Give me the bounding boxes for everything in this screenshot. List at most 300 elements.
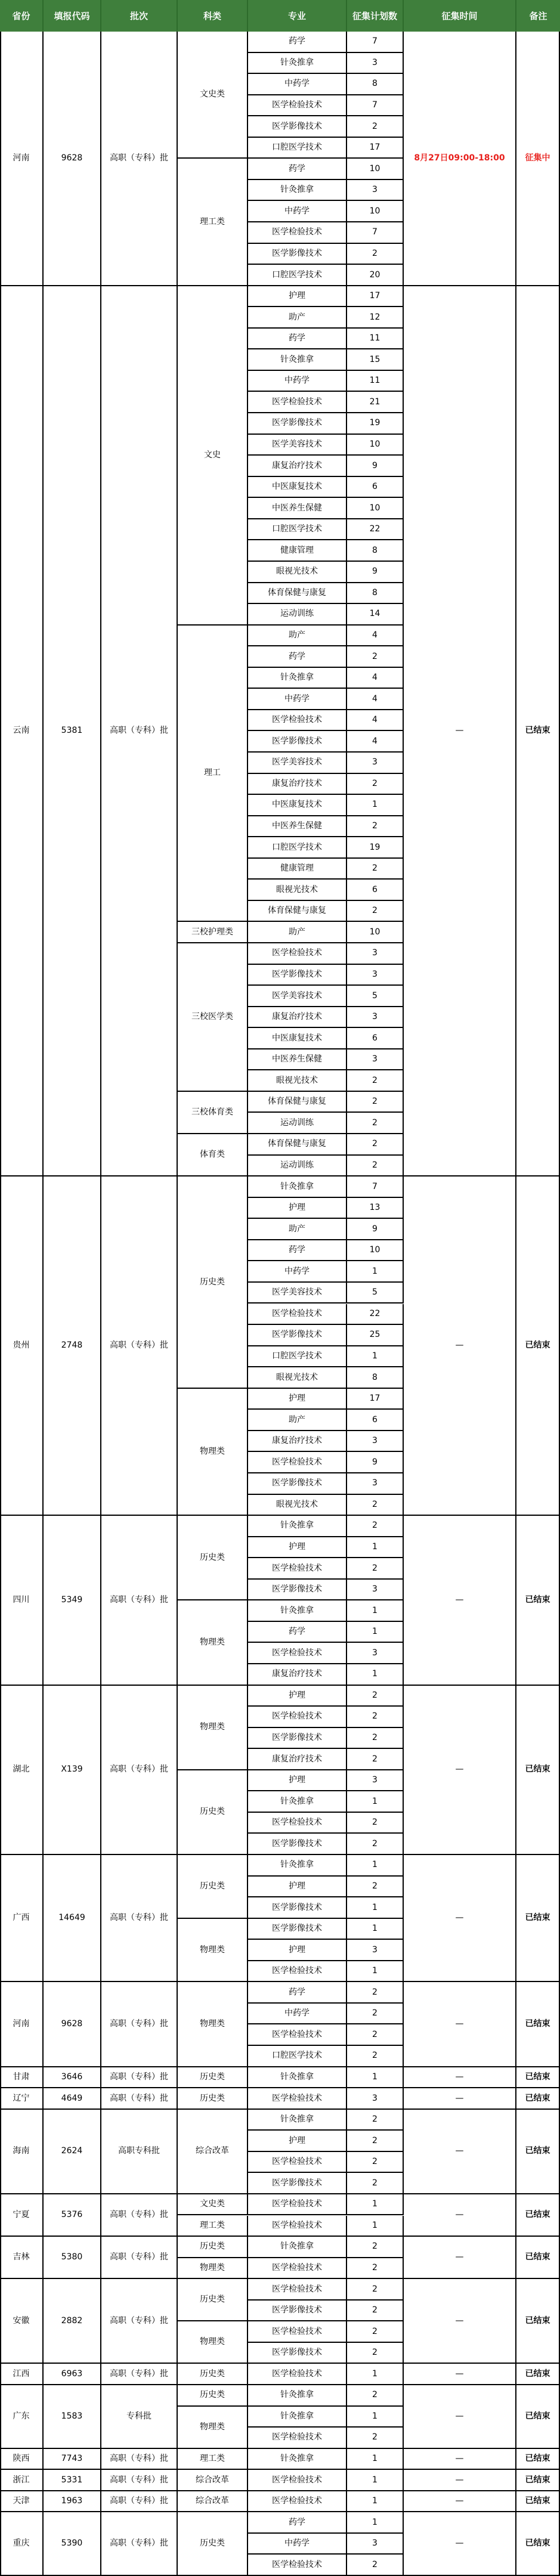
- subject-cell: 物理类: [178, 1600, 248, 1685]
- subject-cell: 历史类: [178, 1176, 248, 1389]
- major-cell: 中药学: [248, 2534, 347, 2555]
- province-cell: 四川: [0, 1516, 44, 1685]
- major-cell: 医学影像技术: [248, 2301, 347, 2322]
- batch-cell: 高职（专科）批: [101, 1176, 178, 1516]
- major-cell: 护理: [248, 1686, 347, 1707]
- major-cell: 护理: [248, 286, 347, 308]
- major-cell: 口腔医学技术: [248, 265, 347, 286]
- quota-cell: 1: [347, 2512, 404, 2534]
- major-cell: 医学检验技术: [248, 2258, 347, 2280]
- quota-cell: 1: [347, 2216, 404, 2237]
- major-cell: 针灸推拿: [248, 2449, 347, 2470]
- code-cell: 5349: [44, 1516, 101, 1685]
- code-cell: 7743: [44, 2449, 101, 2470]
- major-cell: 口腔医学技术: [248, 2046, 347, 2067]
- subject-cell: 文史: [178, 286, 248, 626]
- subject-cell: 理工: [178, 626, 248, 922]
- major-cell: 口腔医学技术: [248, 1346, 347, 1368]
- code-cell: 14649: [44, 1855, 101, 1982]
- major-cell: 针灸推拿: [248, 2237, 347, 2258]
- code-cell: 5380: [44, 2237, 101, 2279]
- code-cell: 1583: [44, 2385, 101, 2449]
- major-cell: 中药学: [248, 1261, 347, 1283]
- major-cell: 医学检验技术: [248, 1643, 347, 1664]
- quota-cell: 2: [347, 816, 404, 838]
- quota-cell: 6: [347, 880, 404, 901]
- quota-cell: 2: [347, 2321, 404, 2343]
- major-cell: 医学检验技术: [248, 222, 347, 244]
- quota-cell: 9: [347, 562, 404, 583]
- major-cell: 药学: [248, 159, 347, 180]
- quota-cell: 20: [347, 265, 404, 286]
- major-cell: 助产: [248, 1410, 347, 1431]
- province-cell: 陕西: [0, 2449, 44, 2470]
- code-cell: X139: [44, 1686, 101, 1855]
- quota-cell: 7: [347, 222, 404, 244]
- major-cell: 药学: [248, 646, 347, 668]
- major-cell: 针灸推拿: [248, 2067, 347, 2089]
- quota-cell: 22: [347, 519, 404, 541]
- major-cell: 医学检验技术: [248, 2555, 347, 2576]
- code-cell: 3646: [44, 2067, 101, 2089]
- remark-cell: 征集中: [516, 32, 560, 286]
- header-code: 填报代码: [44, 0, 101, 32]
- code-cell: 2748: [44, 1176, 101, 1516]
- major-cell: 针灸推拿: [248, 349, 347, 371]
- batch-cell: 高职（专科）批: [101, 2491, 178, 2513]
- major-cell: 医学检验技术: [248, 1961, 347, 1983]
- remark-cell: 已结束: [516, 2512, 560, 2576]
- quota-cell: 1: [347, 2407, 404, 2428]
- quota-cell: 17: [347, 138, 404, 159]
- quota-cell: 1: [347, 1919, 404, 1940]
- province-cell: 广西: [0, 1855, 44, 1982]
- province-cell: 甘肃: [0, 2067, 44, 2089]
- major-cell: 医学检验技术: [248, 2321, 347, 2343]
- quota-cell: 3: [347, 2534, 404, 2555]
- subject-cell: 文史类: [178, 32, 248, 159]
- subject-cell: 物理类: [178, 2321, 248, 2364]
- major-cell: 医学检验技术: [248, 1558, 347, 1580]
- quota-cell: 6: [347, 1028, 404, 1049]
- major-cell: 针灸推拿: [248, 2407, 347, 2428]
- time-cell: —: [404, 2237, 516, 2279]
- major-cell: 医学美容技术: [248, 435, 347, 456]
- quota-cell: 2: [347, 116, 404, 138]
- quota-cell: 9: [347, 456, 404, 477]
- remark-cell: 已结束: [516, 2491, 560, 2513]
- major-cell: 药学: [248, 329, 347, 350]
- quota-cell: 2: [347, 1113, 404, 1134]
- quota-cell: 2: [347, 1156, 404, 1177]
- table-header: [0, 0, 560, 32]
- quota-cell: 4: [347, 689, 404, 710]
- subject-cell: 物理类: [178, 2258, 248, 2280]
- major-cell: 眼视光技术: [248, 1367, 347, 1389]
- subject-cell: 三校体育类: [178, 1092, 248, 1134]
- quota-cell: 11: [347, 371, 404, 392]
- quota-cell: 1: [347, 2067, 404, 2089]
- major-cell: 中药学: [248, 74, 347, 95]
- subject-cell: 文史类: [178, 2194, 248, 2216]
- code-cell: 2882: [44, 2279, 101, 2364]
- major-cell: 医学检验技术: [248, 943, 347, 965]
- time-cell: —: [404, 1686, 516, 1855]
- major-cell: 医学影像技术: [248, 965, 347, 986]
- major-cell: 护理: [248, 1877, 347, 1898]
- quota-cell: 2: [347, 2237, 404, 2258]
- quota-cell: 2: [347, 2173, 404, 2194]
- subject-cell: 综合改革: [178, 2470, 248, 2491]
- quota-cell: 1: [347, 1855, 404, 1877]
- time-cell: —: [404, 2088, 516, 2110]
- major-cell: 运动训练: [248, 1156, 347, 1177]
- remark-cell: 已结束: [516, 2110, 560, 2194]
- batch-cell: 高职（专科）批: [101, 2067, 178, 2089]
- header-remark: 备注: [529, 11, 547, 21]
- major-cell: 医学检验技术: [248, 1707, 347, 1728]
- quota-cell: 2: [347, 1728, 404, 1750]
- major-cell: 眼视光技术: [248, 1070, 347, 1092]
- major-cell: 医学检验技术: [248, 2194, 347, 2216]
- quota-cell: 8: [347, 583, 404, 605]
- code-cell: 5331: [44, 2470, 101, 2491]
- quota-cell: 10: [347, 498, 404, 519]
- subject-cell: 物理类: [178, 1389, 248, 1516]
- province-cell: 广东: [0, 2385, 44, 2449]
- major-cell: 针灸推拿: [248, 1600, 347, 1622]
- major-cell: 针灸推拿: [248, 1855, 347, 1877]
- subject-cell: 历史类: [178, 2512, 248, 2576]
- quota-cell: 3: [347, 1940, 404, 1961]
- subject-cell: 历史类: [178, 1855, 248, 1919]
- quota-cell: 2: [347, 1877, 404, 1898]
- header-province: 省份: [0, 0, 44, 32]
- quota-cell: 17: [347, 1389, 404, 1410]
- quota-cell: 2: [347, 1092, 404, 1113]
- major-cell: 体育保健与康复: [248, 1134, 347, 1156]
- quota-cell: 2: [347, 2004, 404, 2025]
- quota-cell: 2: [347, 774, 404, 795]
- remark-cell: 已结束: [516, 2470, 560, 2491]
- quota-cell: 7: [347, 32, 404, 53]
- time-cell: 8月27日09:00-18:00: [404, 32, 516, 286]
- code-cell: 5381: [44, 286, 101, 1176]
- major-cell: 医学检验技术: [248, 710, 347, 732]
- subject-cell: 三校护理类: [178, 922, 248, 943]
- subject-cell: 理工类: [178, 159, 248, 286]
- batch-cell: 高职（专科）批: [101, 2088, 178, 2110]
- time-cell: —: [404, 2194, 516, 2237]
- remark-cell: 已结束: [516, 1686, 560, 1855]
- quota-cell: 12: [347, 307, 404, 329]
- header-quota: 征集计划数: [347, 0, 404, 32]
- quota-cell: 5: [347, 1283, 404, 1304]
- remark-cell: 已结束: [516, 2237, 560, 2279]
- quota-cell: 3: [347, 1049, 404, 1071]
- quota-cell: 2: [347, 2385, 404, 2407]
- quota-cell: 8: [347, 540, 404, 562]
- major-cell: 医学影像技术: [248, 116, 347, 138]
- quota-cell: 3: [347, 1473, 404, 1495]
- remark-cell: 已结束: [516, 2067, 560, 2089]
- remark-cell: 已结束: [516, 1176, 560, 1516]
- quota-cell: 4: [347, 710, 404, 732]
- batch-cell: 高职（专科）批: [101, 2279, 178, 2364]
- major-cell: 医学影像技术: [248, 1728, 347, 1750]
- quota-cell: 3: [347, 1580, 404, 1601]
- quota-cell: 3: [347, 1007, 404, 1029]
- quota-cell: 8: [347, 1367, 404, 1389]
- quota-cell: 3: [347, 943, 404, 965]
- quota-cell: 2: [347, 2428, 404, 2449]
- quota-cell: 2: [347, 1558, 404, 1580]
- quota-cell: 5: [347, 986, 404, 1007]
- major-cell: 药学: [248, 1982, 347, 2004]
- quota-cell: 3: [347, 2088, 404, 2110]
- quota-cell: 2: [347, 859, 404, 880]
- code-cell: 9628: [44, 1982, 101, 2067]
- major-cell: 康复治疗技术: [248, 1664, 347, 1686]
- quota-cell: 11: [347, 329, 404, 350]
- quota-cell: 1: [347, 1346, 404, 1368]
- major-cell: 中药学: [248, 371, 347, 392]
- quota-cell: 1: [347, 1537, 404, 1559]
- quota-cell: 2: [347, 2343, 404, 2364]
- quota-cell: 1: [347, 2364, 404, 2385]
- quota-cell: 10: [347, 201, 404, 222]
- major-cell: 运动训练: [248, 604, 347, 626]
- major-cell: 医学影像技术: [248, 244, 347, 265]
- remark-cell: 已结束: [516, 1516, 560, 1685]
- time-cell: —: [404, 2385, 516, 2449]
- time-cell: —: [404, 1516, 516, 1685]
- major-cell: 中医养生保健: [248, 1049, 347, 1071]
- quota-cell: 19: [347, 413, 404, 435]
- code-cell: 5376: [44, 2194, 101, 2237]
- major-cell: 医学影像技术: [248, 731, 347, 753]
- code-cell: 5390: [44, 2512, 101, 2576]
- major-cell: 运动训练: [248, 1113, 347, 1134]
- subject-cell: 物理类: [178, 1982, 248, 2067]
- remark-cell: 已结束: [516, 2449, 560, 2470]
- province-cell: 宁夏: [0, 2194, 44, 2237]
- major-cell: 眼视光技术: [248, 1495, 347, 1516]
- quota-cell: 3: [347, 965, 404, 986]
- major-cell: 医学影像技术: [248, 413, 347, 435]
- quota-cell: 10: [347, 1240, 404, 1262]
- major-cell: 助产: [248, 922, 347, 943]
- major-cell: 体育保健与康复: [248, 583, 347, 605]
- time-cell: —: [404, 2512, 516, 2576]
- major-cell: 针灸推拿: [248, 2110, 347, 2131]
- time-cell: —: [404, 2470, 516, 2491]
- major-cell: 针灸推拿: [248, 53, 347, 75]
- quota-cell: 2: [347, 1686, 404, 1707]
- major-cell: 医学检验技术: [248, 2216, 347, 2237]
- major-cell: 护理: [248, 1537, 347, 1559]
- batch-cell: 高职（专科）批: [101, 1686, 178, 1855]
- subject-cell: 历史类: [178, 1770, 248, 1855]
- quota-cell: 17: [347, 286, 404, 308]
- province-cell: 河南: [0, 32, 44, 286]
- code-cell: 2624: [44, 2110, 101, 2194]
- header-major: 专业: [248, 0, 347, 32]
- major-cell: 助产: [248, 1219, 347, 1240]
- province-cell: 云南: [0, 286, 44, 1176]
- quota-cell: 1: [347, 1961, 404, 1983]
- time-cell: —: [404, 286, 516, 1176]
- major-cell: 医学检验技术: [248, 2428, 347, 2449]
- major-cell: 针灸推拿: [248, 668, 347, 689]
- major-cell: 中医养生保健: [248, 498, 347, 519]
- batch-cell: 高职专科批: [101, 2110, 178, 2194]
- province-cell: 河南: [0, 1982, 44, 2067]
- province-cell: 海南: [0, 2110, 44, 2194]
- major-cell: 康复治疗技术: [248, 1749, 347, 1770]
- province-cell: 安徽: [0, 2279, 44, 2364]
- major-cell: 眼视光技术: [248, 562, 347, 583]
- major-cell: 口腔医学技术: [248, 519, 347, 541]
- subject-cell: 历史类: [178, 2088, 248, 2110]
- major-cell: 眼视光技术: [248, 880, 347, 901]
- code-cell: 4649: [44, 2088, 101, 2110]
- batch-cell: 高职（专科）批: [101, 1982, 178, 2067]
- time-cell: —: [404, 2067, 516, 2089]
- major-cell: 护理: [248, 2131, 347, 2152]
- major-cell: 护理: [248, 1940, 347, 1961]
- quota-cell: 4: [347, 668, 404, 689]
- province-cell: 江西: [0, 2364, 44, 2385]
- quota-cell: 3: [347, 753, 404, 774]
- quota-cell: 3: [347, 53, 404, 75]
- quota-cell: 2: [347, 1516, 404, 1537]
- major-cell: 医学检验技术: [248, 2152, 347, 2174]
- province-cell: 湖北: [0, 1686, 44, 1855]
- quota-cell: 8: [347, 74, 404, 95]
- major-cell: 针灸推拿: [248, 180, 347, 202]
- major-cell: 医学检验技术: [248, 2470, 347, 2491]
- quota-cell: 1: [347, 1664, 404, 1686]
- province-cell: 辽宁: [0, 2088, 44, 2110]
- major-cell: 中药学: [248, 2004, 347, 2025]
- major-cell: 康复治疗技术: [248, 1007, 347, 1029]
- major-cell: 医学影像技术: [248, 2173, 347, 2194]
- major-cell: 医学检验技术: [248, 2279, 347, 2301]
- batch-cell: 高职（专科）批: [101, 1516, 178, 1685]
- quota-cell: 9: [347, 1219, 404, 1240]
- code-cell: 1963: [44, 2491, 101, 2513]
- major-cell: 药学: [248, 32, 347, 53]
- major-cell: 医学美容技术: [248, 753, 347, 774]
- quota-cell: 2: [347, 1134, 404, 1156]
- subject-cell: 物理类: [178, 1919, 248, 1983]
- subject-cell: 三校医学类: [178, 943, 248, 1092]
- quota-cell: 2: [347, 901, 404, 922]
- major-cell: 药学: [248, 2512, 347, 2534]
- quota-cell: 7: [347, 95, 404, 117]
- major-cell: 护理: [248, 1198, 347, 1219]
- major-cell: 医学检验技术: [248, 1304, 347, 1326]
- batch-cell: 专科批: [101, 2385, 178, 2449]
- province-cell: 重庆: [0, 2512, 44, 2576]
- quota-cell: 2: [347, 2024, 404, 2046]
- subject-cell: 历史类: [178, 2364, 248, 2385]
- major-cell: 医学检验技术: [248, 392, 347, 413]
- major-cell: 医学影像技术: [248, 1580, 347, 1601]
- subject-cell: 理工类: [178, 2449, 248, 2470]
- remark-cell: 已结束: [516, 2385, 560, 2449]
- major-cell: 针灸推拿: [248, 2385, 347, 2407]
- major-cell: 药学: [248, 1240, 347, 1262]
- province-cell: 浙江: [0, 2470, 44, 2491]
- quota-cell: 13: [347, 1198, 404, 1219]
- province-cell: 天津: [0, 2491, 44, 2513]
- quota-cell: 14: [347, 604, 404, 626]
- quota-cell: 21: [347, 392, 404, 413]
- major-cell: 体育保健与康复: [248, 901, 347, 922]
- major-cell: 康复治疗技术: [248, 456, 347, 477]
- batch-cell: 高职（专科）批: [101, 2194, 178, 2237]
- major-cell: 中药学: [248, 689, 347, 710]
- major-cell: 助产: [248, 307, 347, 329]
- remark-cell: 已结束: [516, 2194, 560, 2237]
- quota-cell: 1: [347, 1600, 404, 1622]
- major-cell: 医学影像技术: [248, 2343, 347, 2364]
- quota-cell: 1: [347, 2470, 404, 2491]
- quota-cell: 7: [347, 1176, 404, 1198]
- quota-cell: 2: [347, 1982, 404, 2004]
- major-cell: 医学检验技术: [248, 2491, 347, 2513]
- subject-cell: 体育类: [178, 1134, 248, 1176]
- subject-cell: 历史类: [178, 1516, 248, 1600]
- time-cell: —: [404, 2449, 516, 2470]
- major-cell: 针灸推拿: [248, 1176, 347, 1198]
- major-cell: 健康管理: [248, 540, 347, 562]
- header-subject: 科类: [178, 0, 248, 32]
- code-cell: 6963: [44, 2364, 101, 2385]
- major-cell: 中药学: [248, 201, 347, 222]
- quota-cell: 2: [347, 244, 404, 265]
- quota-cell: 10: [347, 922, 404, 943]
- quota-cell: 10: [347, 435, 404, 456]
- batch-cell: 高职（专科）批: [101, 286, 178, 1176]
- quota-cell: 2: [347, 2258, 404, 2280]
- subject-cell: 历史类: [178, 2279, 248, 2321]
- time-cell: —: [404, 2491, 516, 2513]
- quota-cell: 22: [347, 1304, 404, 1326]
- major-cell: 体育保健与康复: [248, 1092, 347, 1113]
- subject-cell: 综合改革: [178, 2110, 248, 2194]
- quota-cell: 15: [347, 349, 404, 371]
- major-cell: 医学影像技术: [248, 1834, 347, 1855]
- remark-cell: 已结束: [516, 1855, 560, 1982]
- major-cell: 医学检验技术: [248, 2364, 347, 2385]
- major-cell: 康复治疗技术: [248, 1431, 347, 1453]
- quota-cell: 1: [347, 1261, 404, 1283]
- remark-cell: 已结束: [516, 2279, 560, 2364]
- province-cell: 贵州: [0, 1176, 44, 1516]
- major-cell: 医学检验技术: [248, 95, 347, 117]
- major-cell: 医学检验技术: [248, 2088, 347, 2110]
- remark-cell: 已结束: [516, 1982, 560, 2067]
- quota-cell: 1: [347, 1622, 404, 1643]
- quota-cell: 6: [347, 477, 404, 499]
- subject-cell: 物理类: [178, 1686, 248, 1770]
- quota-cell: 19: [347, 837, 404, 859]
- quota-cell: 2: [347, 1707, 404, 1728]
- major-cell: 医学影像技术: [248, 1897, 347, 1919]
